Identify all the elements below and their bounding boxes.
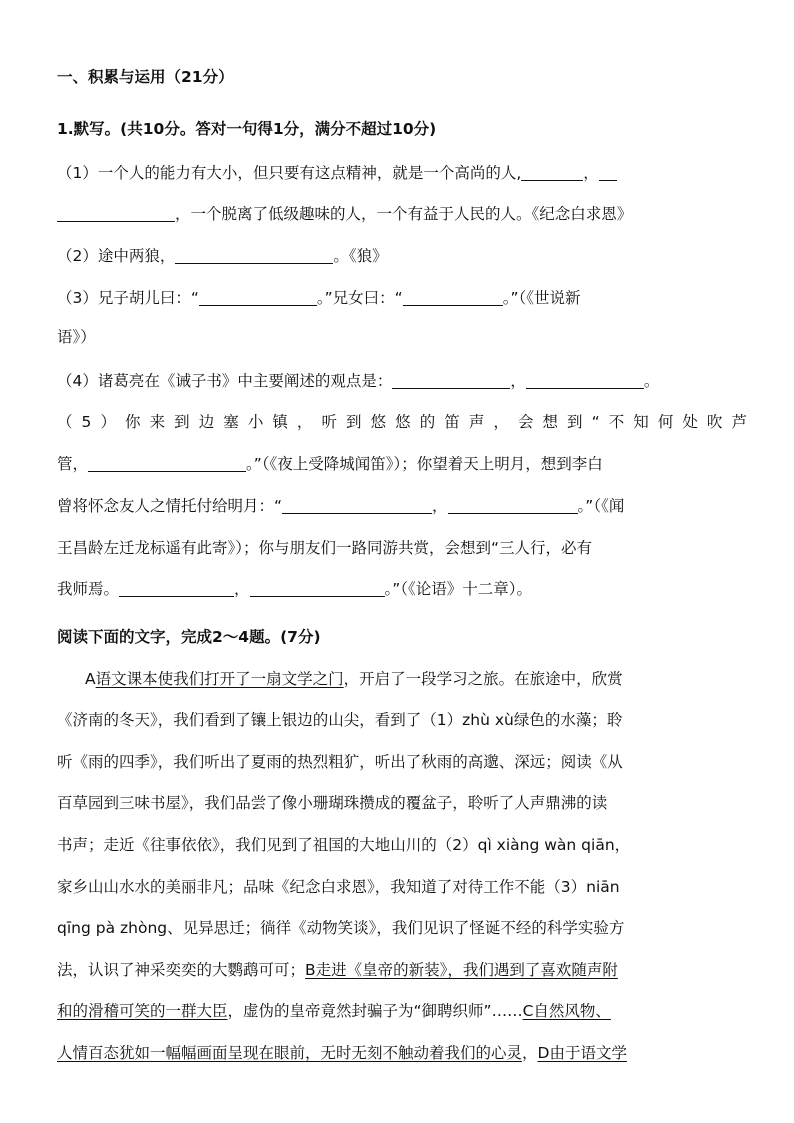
answer-blank[interactable] <box>250 580 385 597</box>
q1-item-5-line-1: （5）你来到边塞小镇，听到悠悠的笛声，会想到“不知何处吹芦 <box>57 413 747 431</box>
q1-item-5-text-f: 我师焉。 <box>57 580 120 598</box>
q1-item-3-text-a: （3）兄子胡儿曰：“ <box>57 289 199 307</box>
answer-blank[interactable] <box>57 205 175 222</box>
answer-blank[interactable] <box>526 372 644 389</box>
reading-line-3: 听《雨的四季》，我们听出了夏雨的热烈粗犷，听出了秋雨的高邈、深远；阅读《从 <box>57 753 623 771</box>
q1-item-5-line-2 <box>57 453 747 475</box>
q1-item-5-text-a: 管， <box>57 455 89 473</box>
q1-item-2 <box>57 245 747 267</box>
reading-line-5: 书声；走近《往事依依》，我们见到了祖国的大地山川的（2）qì xiàng wàn qiān， <box>57 836 631 854</box>
q1-item-2-text-a: （2）途中两狼， <box>57 247 176 265</box>
reading-line-7: qīng pà zhòng、见异思迁；徜徉《动物笑谈》，我们见识了怪诞不经的科学实验方 <box>57 919 625 937</box>
reading-line-1 <box>85 668 747 690</box>
q1-item-4-text-a: （4）诸葛亮在《诫子书》中主要阐述的观点是： <box>57 372 393 390</box>
reading-line-8-text: 法，认识了神采奕奕的大鹦鹉可可； <box>57 961 306 979</box>
reading-line-1-rest: ，开启了一段学习之旅。在旅途中，欣赏 <box>343 670 623 688</box>
reading-line-4: 百草园到三味书屋》，我们品尝了像小珊瑚珠攒成的覆盆子，聆听了人声鼎沸的读 <box>57 794 608 812</box>
answer-blank[interactable] <box>88 455 246 472</box>
q1-item-1-text-b: ，一个脱离了低级趣味的人，一个有益于人民的人。《纪念白求恩》 <box>175 205 633 223</box>
q1-item-1-text-a: （1）一个人的能力有大小，但只要有这点精神，就是一个高尚的人, <box>57 164 522 182</box>
reading-line-2: 《济南的冬天》，我们看到了镶上银边的山尖，看到了（1）zhù xù绿色的水藻；聆 <box>57 711 623 729</box>
q1-item-3-text-c: 。”（《世说新 <box>502 289 581 307</box>
reading-line-9 <box>57 1000 747 1022</box>
sentence-b-underlined-cont: 和的滑稽可笑的一群大臣 <box>57 1002 228 1020</box>
q1-item-5-comma-2: ， <box>234 580 250 598</box>
q1-item-3-line-1 <box>57 287 747 309</box>
q1-item-5-text-d: 。”（《闻 <box>577 497 625 515</box>
answer-blank[interactable] <box>119 580 234 597</box>
q1-item-5-text-g: 。”（《论语》十二章）。 <box>384 580 533 598</box>
answer-blank[interactable] <box>521 164 583 181</box>
q1-item-3-line-2: 语》） <box>57 328 96 346</box>
answer-blank[interactable] <box>175 247 333 264</box>
sentence-d-underlined: D由于语文学 <box>537 1044 627 1062</box>
sentence-a-underlined: 语文课本使我们打开了一扇文学之门 <box>95 670 344 688</box>
reading-line-9-text: ，虚伪的皇帝竟然封骗子为“御聘织师”…… <box>227 1002 523 1020</box>
q1-item-4-end: 。 <box>643 372 660 390</box>
q1-item-1-comma: ， <box>583 164 599 182</box>
q1-item-3-text-b: 。”兄女曰：“ <box>316 289 403 307</box>
answer-blank[interactable] <box>282 497 432 514</box>
q1-item-5-text-c: 曾将怀念友人之情托付给明月：“ <box>57 497 283 515</box>
answer-blank[interactable] <box>392 372 510 389</box>
q1-item-4 <box>57 370 747 392</box>
q1-item-2-text-b: 。《狼》 <box>333 247 388 265</box>
q1-item-5-line-3 <box>57 495 747 517</box>
sentence-b-underlined: B走进《皇帝的新装》，我们遇到了喜欢随声附 <box>305 961 618 979</box>
sentence-c-underlined-cont: 人情百态犹如一幅幅画面呈现在眼前，无时无刻不触动着我们的心灵 <box>57 1044 523 1062</box>
answer-blank[interactable] <box>448 497 578 514</box>
sentence-a-label: A <box>85 670 96 688</box>
answer-blank[interactable] <box>599 164 617 181</box>
q1-item-5-line-5 <box>57 578 747 600</box>
reading-line-10 <box>57 1042 747 1064</box>
q1-item-4-comma: ， <box>510 372 526 390</box>
sentence-c-underlined: C自然风物、 <box>522 1002 611 1020</box>
q1-item-5-line-4: 王昌龄左迁龙标遥有此寄》）；你与朋友们一路同游共赏，会想到“三人行，必有 <box>57 539 593 557</box>
question-1-title: 1.默写。(共10分。答对一句得1分，满分不超过10分) <box>57 120 437 138</box>
q1-item-5-comma: ， <box>432 497 448 515</box>
answer-blank[interactable] <box>403 289 503 306</box>
q1-item-1-line-2 <box>57 203 747 225</box>
reading-line-6: 家乡山山水水的美丽非凡；品味《纪念白求恩》，我知道了对待工作不能（3）niān <box>57 878 620 896</box>
q1-item-5-text-b: 。”（《夜上受降城闻笛》）；你望着天上明月，想到李白 <box>246 455 603 473</box>
reading-title: 阅读下面的文字，完成2～4题。(7分) <box>57 628 321 646</box>
reading-line-10-comma: ， <box>522 1044 538 1062</box>
answer-blank[interactable] <box>199 289 317 306</box>
q1-item-1-line-1 <box>57 162 747 184</box>
section-title: 一、积累与运用（21分） <box>57 68 234 86</box>
reading-line-8 <box>57 959 747 981</box>
